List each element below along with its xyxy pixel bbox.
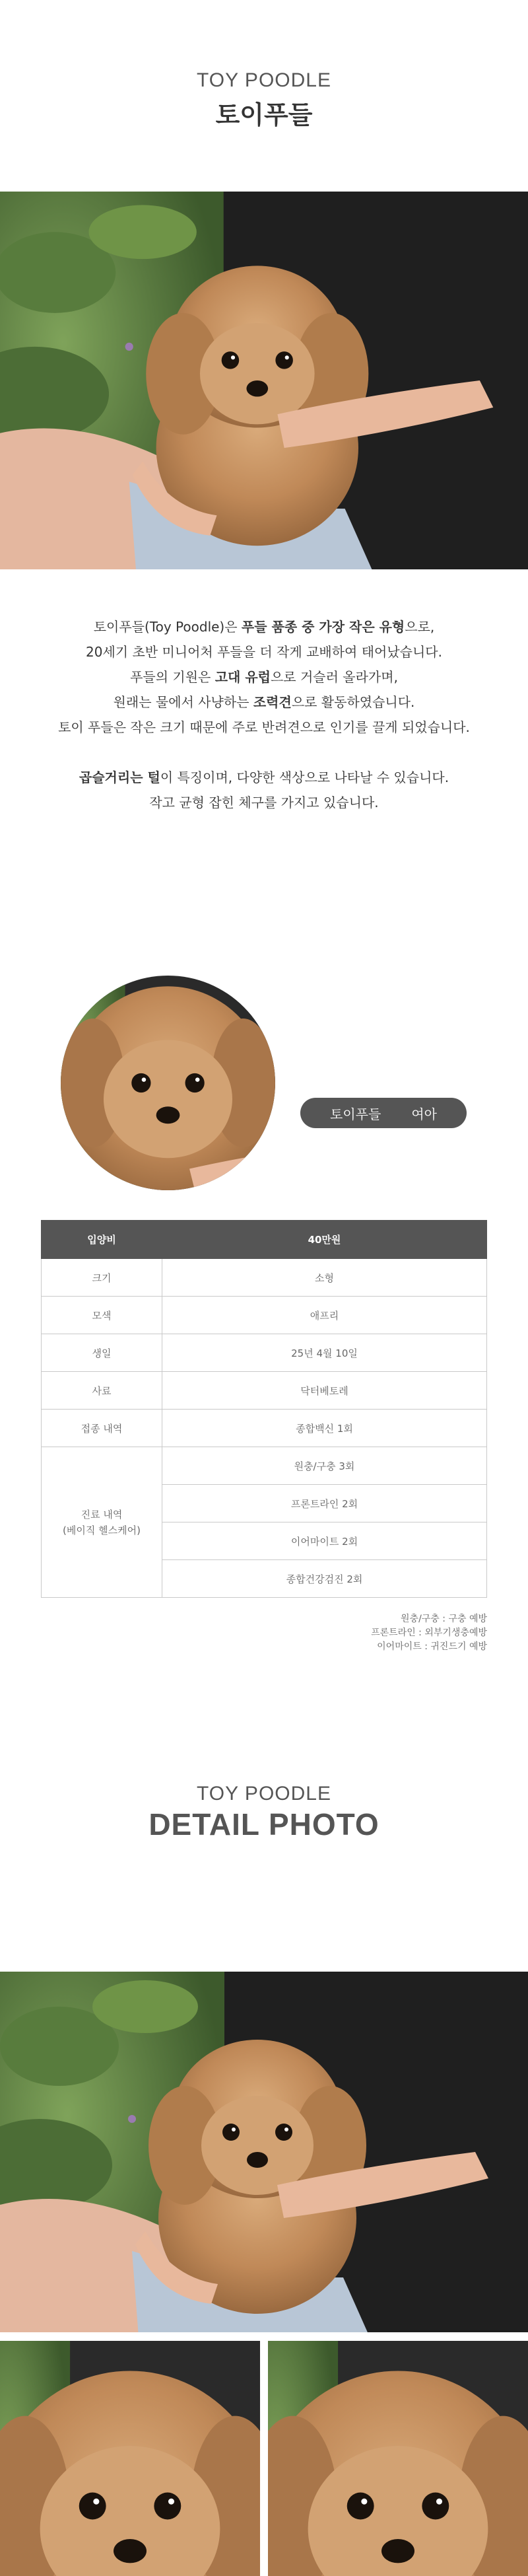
intro-text: 원래는 물에서 사냥하는	[113, 694, 253, 710]
row-label: 모색	[42, 1297, 162, 1334]
intro-highlight: 푸들 품종 중 가장 작은 유형	[241, 619, 405, 635]
price-value: 40만원	[162, 1221, 487, 1259]
intro-text: 이 특징이며, 다양한 색상으로 나타날 수 있습니다.	[160, 769, 449, 785]
intro-highlight: 곱슬거리는 털	[79, 769, 160, 785]
table-notes	[41, 1612, 487, 1654]
intro-text: 20세기 초반 미니어처 푸들을 더 작게 교배하여 태어났습니다.	[86, 644, 442, 660]
paragraph-gap	[0, 740, 528, 765]
treatment-value: 이어마이트 2회	[162, 1522, 487, 1560]
detail-photo-pair	[0, 2341, 528, 2576]
detail-photo-3	[268, 2341, 528, 2576]
note-line: 이어마이트 : 귀진드기 예방	[377, 1641, 487, 1652]
intro-line	[0, 614, 528, 639]
profile-badge	[300, 1098, 467, 1128]
table-row	[42, 1259, 487, 1297]
info-section	[0, 1220, 528, 1758]
intro-highlight: 고대 유럽	[214, 669, 271, 685]
info-table	[41, 1220, 487, 1598]
table-row	[42, 1447, 487, 1485]
intro-text: 푸들의 기원은	[130, 669, 215, 685]
detail-photo-2	[0, 2341, 260, 2576]
profile-section	[0, 966, 528, 1220]
treatment-value: 원충/구충 3회	[162, 1447, 487, 1485]
page-title: 토이푸들	[215, 100, 313, 129]
detail-subtitle: TOY POODLE	[197, 1783, 331, 1805]
breed-intro	[0, 569, 528, 966]
row-value: 애프리	[162, 1297, 487, 1334]
intro-highlight: 조력견	[253, 694, 292, 710]
intro-text: 토이푸들(Toy Poodle)은	[93, 619, 242, 635]
page-subtitle: TOY POODLE	[197, 69, 331, 91]
table-row	[42, 1372, 487, 1410]
intro-line	[0, 790, 528, 815]
page-header	[0, 0, 528, 192]
intro-line	[0, 639, 528, 664]
detail-title: DETAIL PHOTO	[148, 1807, 380, 1842]
treatment-label-line: (베이직 헬스케어)	[63, 1524, 141, 1536]
row-label: 사료	[42, 1372, 162, 1410]
row-label: 접종 내역	[42, 1410, 162, 1447]
intro-text: 토이 푸들은 작은 크기 때문에 주로 반려견으로 인기를 끌게 되었습니다.	[58, 719, 470, 735]
row-value: 닥터베토레	[162, 1372, 487, 1410]
profile-photo	[61, 976, 275, 1190]
row-value: 소형	[162, 1259, 487, 1297]
table-row	[42, 1334, 487, 1372]
detail-photo-1	[0, 1972, 528, 2332]
row-value: 종합백신 1회	[162, 1410, 487, 1447]
sex-label: 여아	[411, 1106, 437, 1122]
intro-text: 으로,	[405, 619, 435, 635]
treatment-value: 종합건강검진 2회	[162, 1560, 487, 1598]
treatment-label-line: 진료 내역	[81, 1508, 123, 1521]
intro-line	[0, 715, 528, 740]
row-label: 크기	[42, 1259, 162, 1297]
intro-line	[0, 664, 528, 690]
intro-text: 작고 균형 잡힌 체구를 가지고 있습니다.	[149, 795, 379, 810]
table-header-row	[42, 1221, 487, 1259]
treatment-value: 프론트라인 2회	[162, 1485, 487, 1522]
intro-line	[0, 765, 528, 790]
row-value: 25년 4월 10일	[162, 1334, 487, 1372]
note-line: 원충/구충 : 구충 예방	[401, 1614, 487, 1624]
table-row	[42, 1297, 487, 1334]
intro-text: 으로 활동하였습니다.	[291, 694, 415, 710]
breed-label: 토이푸들	[330, 1106, 381, 1122]
price-label: 입양비	[42, 1221, 162, 1259]
table-row	[42, 1410, 487, 1447]
row-label: 생일	[42, 1334, 162, 1372]
intro-text: 으로 거슬러 올라가며,	[270, 669, 398, 685]
hero-photo	[0, 192, 528, 569]
note-line: 프론트라인 : 외부기생충예방	[371, 1628, 487, 1638]
detail-header	[0, 1758, 528, 1972]
treatment-label	[42, 1447, 162, 1598]
intro-line	[0, 690, 528, 715]
